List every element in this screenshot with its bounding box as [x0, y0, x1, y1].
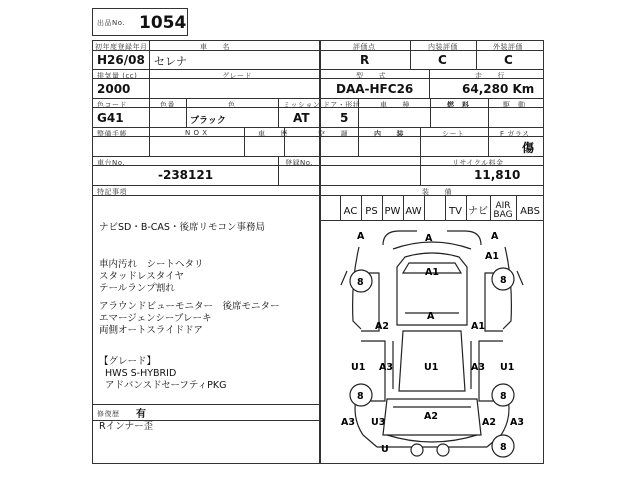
- rule: [488, 98, 489, 127]
- mark-8: A: [427, 311, 435, 322]
- mark-14: A3: [471, 362, 485, 373]
- mark-1: A: [357, 231, 365, 242]
- exterior-grade-value: C: [504, 53, 513, 67]
- lot-number-value: 1054: [139, 13, 187, 33]
- interior-grade-label: 内装評価: [428, 43, 458, 51]
- mark-9: A2: [375, 321, 389, 332]
- drive-label: 駆 動: [503, 101, 526, 109]
- rule: [244, 127, 245, 156]
- rule: [92, 404, 319, 405]
- nox-label: N O X: [185, 129, 208, 137]
- equipment-blank: [424, 201, 445, 221]
- seat-label: シート: [442, 130, 465, 138]
- inspection-label: 車 検: [380, 101, 410, 109]
- mark-23: U: [381, 444, 389, 455]
- rule: [92, 156, 544, 157]
- mileage-value: 64,280 Km: [462, 82, 535, 96]
- score-label: 評価点: [353, 43, 376, 51]
- rule: [430, 98, 431, 127]
- fuel-label: 燃 料: [447, 101, 470, 109]
- equipment-navi: ナビ: [468, 205, 488, 217]
- mark-19: A3: [341, 417, 355, 428]
- rule: [92, 185, 544, 186]
- rule: [92, 127, 544, 128]
- mark-17: 8: [500, 391, 507, 402]
- car-condition-diagram: [321, 221, 543, 463]
- notes-line-2: 車内汚れ シートヘタリ スタッドレスタイヤ テールランプ割れ: [99, 259, 204, 294]
- exterior-grade-label: 外装評価: [493, 43, 523, 51]
- grade-label: グレード: [222, 72, 252, 80]
- mark-24: 8: [500, 442, 507, 453]
- repair-label: 修復歴: [97, 410, 120, 418]
- manual-label: 整備手帳: [97, 130, 127, 138]
- year-value: H26/08: [97, 53, 145, 67]
- color-label: 色: [228, 101, 236, 109]
- rule: [149, 40, 150, 69]
- mark-3: A: [491, 231, 499, 242]
- rule: [476, 40, 477, 69]
- rule: [149, 127, 150, 156]
- recycle-label: リサイクル料金: [452, 159, 504, 167]
- rule: [92, 98, 544, 99]
- equipment-aw: AW: [405, 205, 422, 217]
- equipment-label: 装 備: [422, 188, 452, 196]
- lot-number-box: [92, 8, 188, 36]
- registration-label: 登録No.: [285, 159, 314, 167]
- color-code-value: G41: [97, 111, 124, 125]
- equipment-abs: ABS: [520, 205, 540, 217]
- color-value: ブラック: [190, 116, 226, 126]
- mark-4: A1: [425, 267, 439, 278]
- mark-11: U1: [351, 362, 366, 373]
- mark-22: A3: [510, 417, 524, 428]
- mark-10: A1: [471, 321, 485, 332]
- notes-line-3: アラウンドビューモニター 後席モニター エマージェンシーブレーキ 両側オートスライドドア: [99, 301, 280, 336]
- mark-12: A3: [379, 362, 393, 373]
- equipment-tv: TV: [449, 205, 462, 217]
- mark-13: U1: [424, 362, 439, 373]
- mark-15: U1: [500, 362, 515, 373]
- doors-label: ドア・形状: [323, 101, 361, 109]
- notes-line-4: 【グレード】 HWS S-HYBRID アドバンスドセーフティPKG: [99, 356, 227, 391]
- recycle-value: 11,810: [474, 168, 521, 182]
- repair-note: Rインナー歪: [99, 421, 154, 432]
- score-value: R: [360, 53, 370, 67]
- rule: [488, 127, 489, 156]
- equipment-airbag: AIR BAG: [493, 201, 513, 220]
- rule: [149, 98, 150, 127]
- color-number-label: 色番: [160, 101, 175, 109]
- rule: [278, 156, 279, 185]
- rule: [410, 40, 411, 69]
- mark-18: A2: [424, 411, 438, 422]
- displacement-value: 2000: [97, 82, 131, 96]
- mark-21: A2: [482, 417, 496, 428]
- model-value: DAA-HFC26: [336, 82, 414, 96]
- glass-value: 傷: [522, 141, 535, 155]
- mark-2: A: [425, 233, 433, 244]
- mark-7: 8: [500, 275, 507, 286]
- rule: [420, 156, 421, 185]
- interior-label: 内 装: [374, 130, 404, 138]
- rule: [186, 98, 187, 127]
- rule: [92, 69, 544, 70]
- equipment-pw: PW: [384, 205, 401, 217]
- car-name-label: 車 名: [200, 43, 230, 51]
- doors-value: 5: [340, 111, 349, 125]
- notes-line-1: ナビSD・B-CAS・後席リモコン事務局: [99, 222, 265, 233]
- mark-16: 8: [357, 391, 364, 402]
- equipment-ac: AC: [343, 205, 358, 217]
- rule: [149, 69, 150, 98]
- air-conditioning-label: 空 調: [318, 130, 348, 138]
- transmission-value: AT: [293, 111, 310, 125]
- mileage-label: 走 行: [475, 72, 505, 80]
- rule: [429, 69, 430, 98]
- history-label: 車 歴: [258, 130, 288, 138]
- model-label: 型 式: [356, 72, 386, 80]
- displacement-label: 排気量 (cc): [97, 72, 138, 80]
- rule: [358, 127, 359, 156]
- rule: [278, 98, 279, 127]
- mark-20: U3: [371, 417, 386, 428]
- mark-6: 8: [357, 277, 364, 288]
- chassis-label: 車台No.: [97, 159, 126, 167]
- repair-value: 有: [136, 409, 146, 420]
- car-name-value: セレナ: [154, 55, 187, 68]
- mark-5: A1: [485, 251, 499, 262]
- chassis-value: -238121: [158, 168, 214, 182]
- rule: [92, 195, 544, 196]
- notes-label: 特記事項: [97, 188, 127, 196]
- lot-number-label: 出品No.: [97, 19, 126, 27]
- glass-label: F ガラス: [500, 130, 530, 138]
- interior-grade-value: C: [438, 53, 447, 67]
- color-code-label: 色コード: [97, 101, 127, 109]
- transmission-label: ミッション: [283, 101, 321, 109]
- year-label: 初年度登録年月: [95, 43, 148, 51]
- rule: [420, 127, 421, 156]
- equipment-ps: PS: [365, 205, 378, 217]
